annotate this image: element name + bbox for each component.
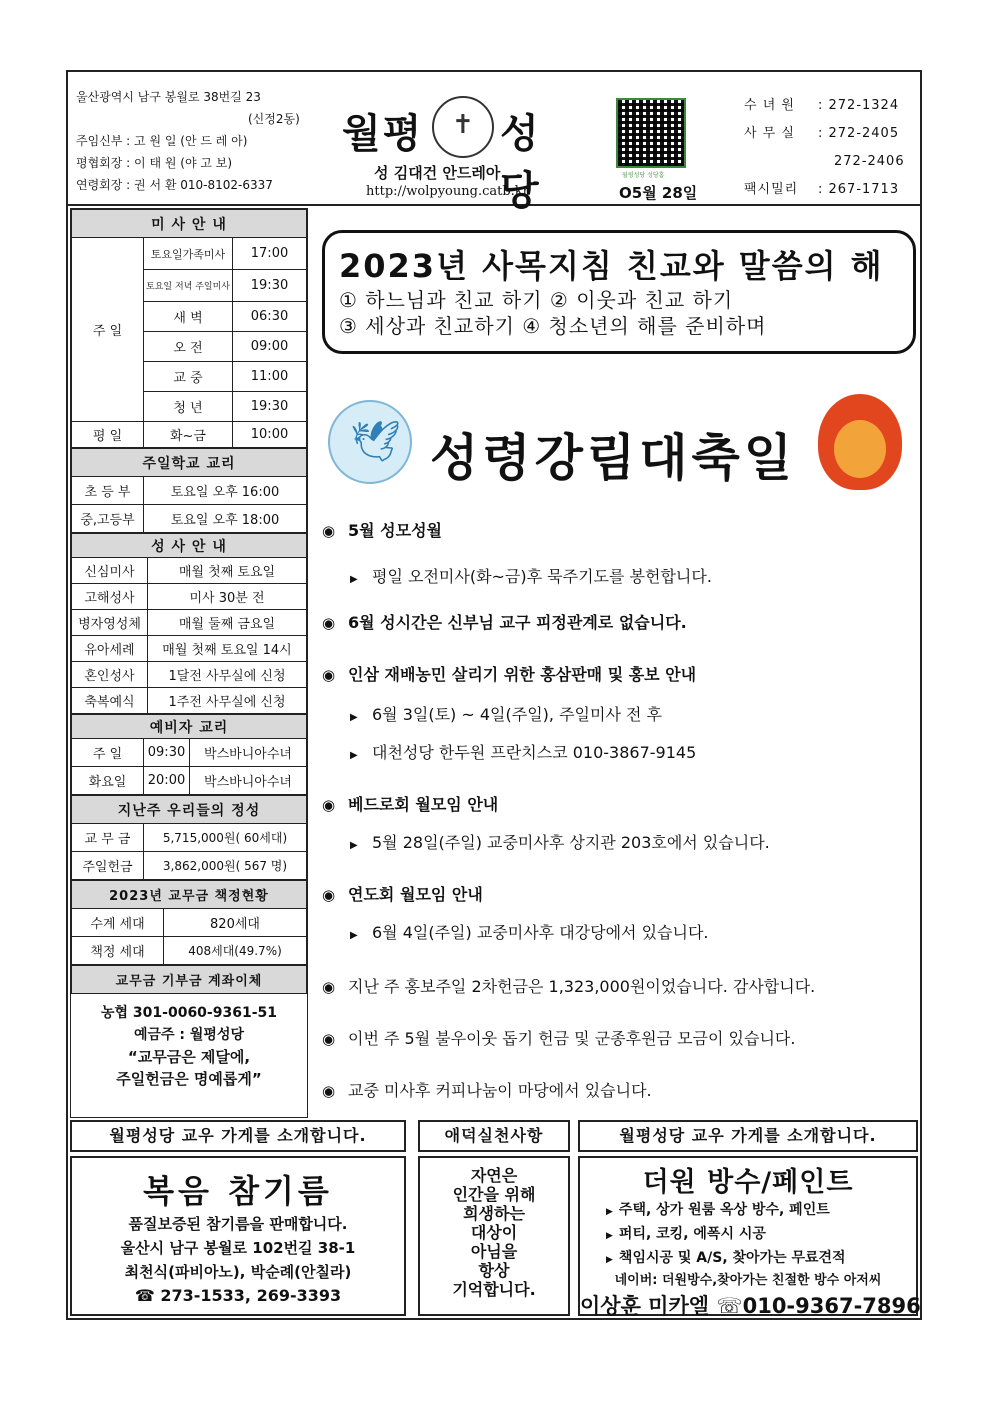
section-title: 지난주 우리들의 정성 xyxy=(72,796,307,824)
shop2-item: ▶ 주택, 상가 원룸 옥상 방수, 페인트 xyxy=(606,1202,830,1218)
dues-name: 책정 세대 xyxy=(72,937,164,965)
sacrament-name: 축복예식 xyxy=(72,688,148,714)
dues-value: 408세대(49.7%) xyxy=(164,937,307,965)
mass-schedule-table xyxy=(71,209,307,448)
main-content xyxy=(312,208,920,1118)
class-name: 중,고등부 xyxy=(72,505,144,533)
ethics-panel xyxy=(418,1120,570,1320)
shop2-title: 더원 방수/페인트 xyxy=(642,1167,854,1198)
ethics-line: 아님을 xyxy=(470,1242,518,1261)
website-url[interactable]: http://wolpyoung.catb.kr xyxy=(366,184,529,199)
sacrament-info: 1주전 사무실에 신청 xyxy=(148,688,307,714)
sacrament-name: 고해성사 xyxy=(72,584,148,610)
mass-time: 06:30 xyxy=(233,302,307,332)
notice-detail: ▶ 대천성당 한두원 프란치스코 010-3867-9145 xyxy=(350,743,697,762)
class-name: 초 등 부 xyxy=(72,477,144,505)
shop2-panel xyxy=(578,1120,921,1320)
mass-time: 19:30 xyxy=(233,392,307,422)
section-title: 미 사 안 내 xyxy=(72,210,307,238)
section-title: 교무금 기부금 계좌이체 xyxy=(72,966,307,994)
notice-detail: ▶ 5월 28일(주일) 교중미사후 상지관 203호에서 있습니다. xyxy=(350,833,770,852)
shop2-item: ▶ 책임시공 및 A/S, 찾아가는 무료견적 xyxy=(606,1250,846,1266)
notice-heading: ◉ 인삼 재배농민 살리기 위한 홍삼판매 및 홍보 안내 xyxy=(322,665,697,684)
notice-heading: ◉ 6월 성시간은 신부님 교구 피정관계로 없습니다. xyxy=(322,613,687,632)
notice-detail: ▶ 6월 4일(주일) 교중미사후 대강당에서 있습니다. xyxy=(350,923,709,942)
qr-caption: 월평성당 성당홈 xyxy=(622,172,665,179)
qr-code-icon xyxy=(616,98,686,168)
dues-transfer-box xyxy=(71,994,307,1090)
mass-time: 09:00 xyxy=(233,332,307,362)
bank-account: 농협 301-0060-9361-51 xyxy=(101,1005,277,1021)
dues-quote-line2: 주일헌금은 명예롭게” xyxy=(116,1070,262,1088)
class-time: 09:30 xyxy=(144,739,190,767)
ethics-line: 자연은 xyxy=(470,1166,518,1185)
class-teacher: 박스바니아수녀 xyxy=(190,739,307,767)
account-holder: 예금주 : 월평성당 xyxy=(133,1027,244,1043)
shop1-line: 최천식(파비아노), 박순례(안칠라) xyxy=(124,1263,352,1281)
notice-paragraph: ◉ 지난 주 홍보주일 2차헌금은 1,323,000원이었습니다. 감사합니다. xyxy=(322,977,816,996)
sacrament-info: 미사 30분 전 xyxy=(148,584,307,610)
dues-value: 820세대 xyxy=(164,909,307,937)
notice-paragraph: ◉ 이번 주 5월 불우이웃 돕기 헌금 및 군종후원금 모금이 있습니다. xyxy=(322,1029,796,1048)
sacrament-name: 유아세례 xyxy=(72,636,148,662)
sacrament-name: 신심미사 xyxy=(72,558,148,584)
section-title: 성 사 안 내 xyxy=(72,534,307,558)
offering-value: 3,862,000원( 567 명) xyxy=(144,852,307,880)
ethics-caption: 애덕실천사항 xyxy=(418,1120,570,1152)
shop2-contact: 이상훈 미카엘 ☏010-9367-7896 xyxy=(580,1294,921,1318)
weekday-label: 평 일 xyxy=(72,422,144,448)
youth-chair: 연령회장 : 권 서 환 010-8102-6337 xyxy=(76,178,273,192)
notice-detail: ▶ 평일 오전미사(화~금)후 묵주기도를 봉헌합니다. xyxy=(350,567,712,586)
bulletin-page xyxy=(66,70,922,1320)
header xyxy=(68,72,920,214)
ethics-body xyxy=(418,1156,570,1316)
sacrament-info: 매월 둘째 금요일 xyxy=(148,610,307,636)
pastoral-motto-box xyxy=(322,230,916,354)
class-day: 화요일 xyxy=(72,767,144,795)
class-day: 주 일 xyxy=(72,739,144,767)
bulletin-date: O5월 28일 xyxy=(619,184,698,202)
shop1-line: 울산시 남구 봉월로 102번길 38-1 xyxy=(120,1239,356,1257)
shop2-naver: 네이버: 더원방수,찾아가는 친절한 방수 아저씨 xyxy=(614,1273,882,1288)
sacraments-table xyxy=(71,533,307,714)
dues-status-table xyxy=(71,880,307,965)
header-info xyxy=(76,86,300,196)
church-logo xyxy=(338,92,578,214)
seal-logo-icon xyxy=(432,96,494,158)
church-name-part1: 월평 xyxy=(342,110,424,157)
mass-name: 토요일 저녁 주일미사 xyxy=(144,270,233,302)
patron-saint: 성 김대건 안드레아 xyxy=(374,164,501,182)
catechumen-table xyxy=(71,714,307,795)
motto-title: 2023년 사목지침 친교와 말씀의 해 xyxy=(339,247,884,285)
info-sidebar xyxy=(70,208,308,1118)
mass-time: 11:00 xyxy=(233,362,307,392)
weekday-time: 10:00 xyxy=(233,422,307,448)
pastor: 주임신부 : 고 원 일 (안 드 레 아) xyxy=(76,134,248,148)
feast-title: 성령강림대축일 xyxy=(430,429,797,487)
shop1-body xyxy=(70,1156,406,1316)
phone-row: 사 무 실 : 272-2405 xyxy=(744,126,900,141)
mass-name: 새 벽 xyxy=(144,302,233,332)
sacrament-info: 매월 첫째 토요일 xyxy=(148,558,307,584)
phone-row: 272-2406 xyxy=(834,154,905,169)
notice-heading: ◉ 5월 성모성월 xyxy=(322,521,442,540)
notice-heading: ◉ 연도회 월모임 안내 xyxy=(322,885,483,904)
offerings-table xyxy=(71,795,307,880)
shop1-panel xyxy=(70,1120,406,1320)
dove-icon xyxy=(328,400,412,484)
phone-row: 팩시밀리 : 267-1713 xyxy=(744,182,900,197)
ethics-line: 인간을 위해 xyxy=(452,1185,536,1204)
mass-name: 토요일가족미사 xyxy=(144,238,233,270)
dues-quote-line1: “교무금은 제달에, xyxy=(127,1048,251,1066)
shop1-phone: ☎ 273-1533, 269-3393 xyxy=(134,1286,342,1305)
offering-value: 5,715,000원( 60세대) xyxy=(144,824,307,852)
ethics-line: 항상 xyxy=(478,1261,510,1280)
ethics-line: 대상이 xyxy=(470,1223,518,1242)
address-line1: 울산광역시 남구 봉월로 38번길 23 xyxy=(76,90,261,104)
class-time: 20:00 xyxy=(144,767,190,795)
section-title: 주일학교 교리 xyxy=(72,449,307,477)
sunday-school-table xyxy=(71,448,307,533)
ethics-line: 희생하는 xyxy=(463,1204,525,1223)
offering-name: 주일헌금 xyxy=(72,852,144,880)
section-title: 예비자 교리 xyxy=(72,715,307,739)
notice-heading: ◉ 베드로회 월모임 안내 xyxy=(322,795,499,814)
motto-line2: ③ 세상과 친교하기 ④ 청소년의 해를 준비하며 xyxy=(339,314,767,338)
address-line2: (신정2동) xyxy=(248,112,300,126)
shop2-body xyxy=(578,1156,921,1318)
mass-time: 19:30 xyxy=(233,270,307,302)
section-title: 2023년 교무금 책정현황 xyxy=(72,881,307,909)
mass-name: 교 중 xyxy=(144,362,233,392)
sacrament-info: 매월 첫째 토요일 14시 xyxy=(148,636,307,662)
notice-detail: ▶ 6월 3일(토) ~ 4일(주일), 주일미사 전 후 xyxy=(350,705,662,724)
mass-time: 17:00 xyxy=(233,238,307,270)
phone-row: 수 녀 원 : 272-1324 xyxy=(744,98,900,113)
dues-name: 수계 세대 xyxy=(72,909,164,937)
ethics-line: 기억합니다. xyxy=(452,1280,536,1299)
sacrament-name: 병자영성체 xyxy=(72,610,148,636)
weekday-name: 화~금 xyxy=(144,422,233,448)
class-time: 토요일 오후 16:00 xyxy=(144,477,307,505)
phone-list xyxy=(744,92,905,204)
dues-transfer-table xyxy=(71,965,307,994)
offering-name: 교 무 금 xyxy=(72,824,144,852)
mass-name: 오 전 xyxy=(144,332,233,362)
mass-name: 청 년 xyxy=(144,392,233,422)
shop1-line: 품질보증된 참기름을 판매합니다. xyxy=(128,1215,348,1233)
shop2-item: ▶ 퍼티, 코킹, 에폭시 시공 xyxy=(606,1226,766,1242)
shop2-caption: 월평성당 교우 가게를 소개합니다. xyxy=(578,1120,918,1152)
shop1-title: 복음 참기름 xyxy=(143,1172,333,1210)
class-teacher: 박스바니아수녀 xyxy=(190,767,307,795)
sacrament-name: 혼인성사 xyxy=(72,662,148,688)
sacrament-info: 1달전 사무실에 신청 xyxy=(148,662,307,688)
class-time: 토요일 오후 18:00 xyxy=(144,505,307,533)
shop1-caption: 월평성당 교우 가게를 소개합니다. xyxy=(70,1120,406,1152)
motto-line1: ① 하느님과 친교 하기 ② 이웃과 친교 하기 xyxy=(339,288,734,312)
feast-banner xyxy=(326,394,916,504)
notice-paragraph: ◉ 교중 미사후 커피나눔이 마당에서 있습니다. xyxy=(322,1081,652,1100)
council-chair: 평협회장 : 이 태 원 (야 고 보) xyxy=(76,156,233,170)
flame-icon xyxy=(818,394,902,490)
sunday-label: 주 일 xyxy=(72,238,144,422)
church-name-part2: 성당 xyxy=(500,110,541,214)
